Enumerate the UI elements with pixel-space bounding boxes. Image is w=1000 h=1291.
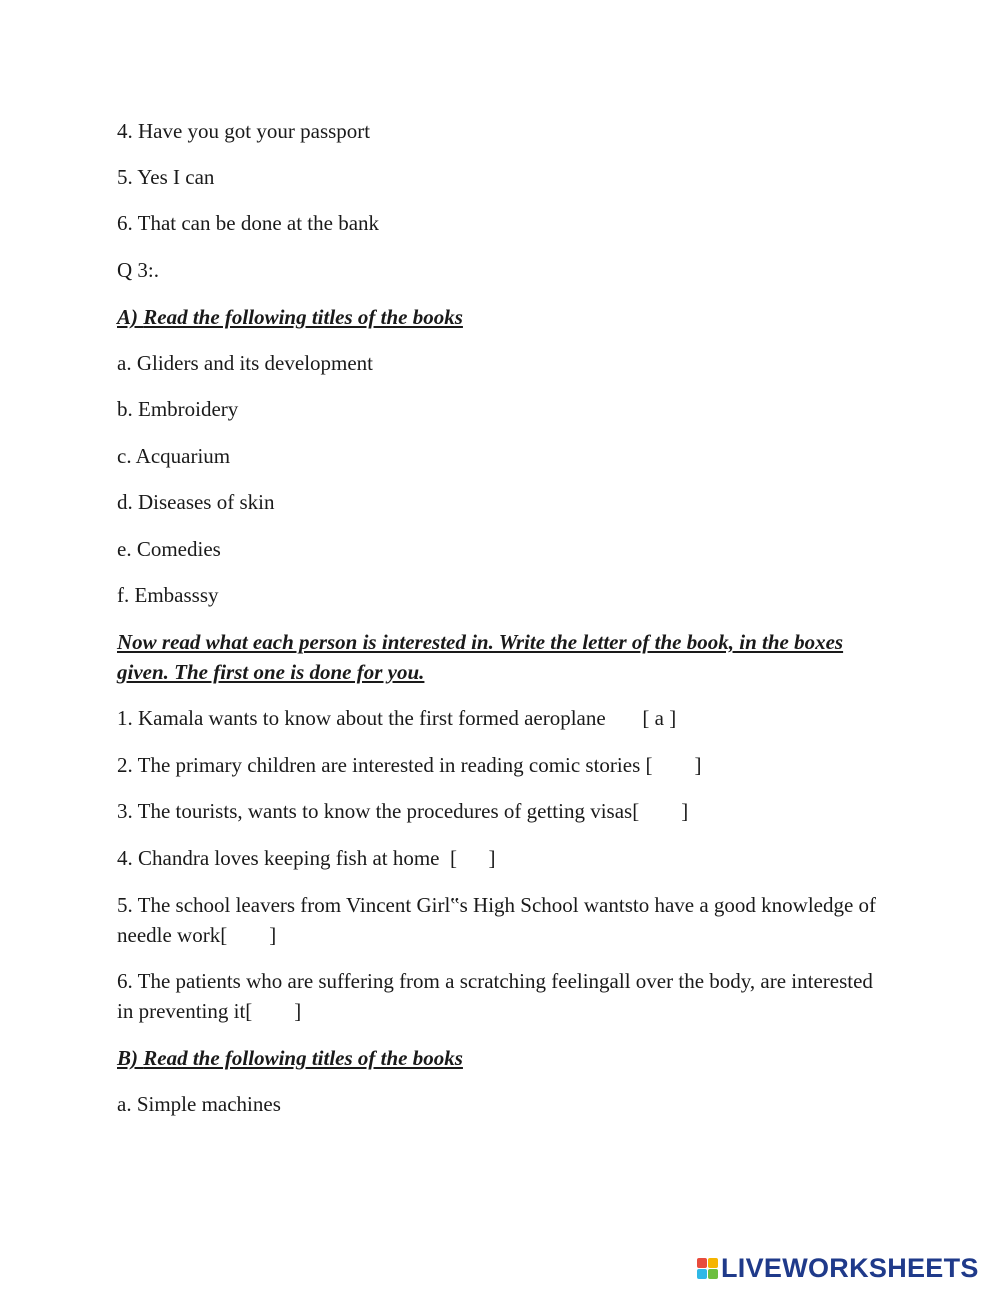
book-item: a. Simple machines: [117, 1092, 281, 1116]
line-bank: 6. That can be done at the bank: [117, 211, 380, 235]
logo-block: [708, 1269, 718, 1279]
line-yes-i-can: 5. Yes I can: [117, 165, 215, 189]
logo-block: [697, 1258, 707, 1268]
section-a-title: Read the following titles of the books: [143, 305, 463, 329]
logo-text: LIVEWORKSHEETS: [721, 1253, 979, 1283]
section-a-heading: [117, 302, 463, 332]
section-b-label: B): [117, 1046, 138, 1070]
book-item: d. Diseases of skin: [117, 490, 275, 514]
question-item: 4. Chandra loves keeping fish at home [ ]: [117, 846, 496, 870]
instruction-heading: Now read what each person is interested in. Write the letter of the book, in the boxes given. The first one is done for you.: [117, 630, 844, 684]
question-item: 5. The school leavers from Vincent Girl‟s High School wantsto have a good knowledge of needle work[ ]: [117, 893, 882, 947]
question-item: 3. The tourists, wants to know the procedures of getting visas[ ]: [117, 799, 689, 823]
question-item: 1. Kamala wants to know about the first formed aeroplane [ a ]: [117, 706, 677, 730]
book-item: e. Comedies: [117, 537, 221, 561]
question-item: 6. The patients who are suffering from a scratching feelingall over the body, are interested in preventing it[ ]: [117, 969, 879, 1023]
book-item: f. Embasssy: [117, 583, 219, 607]
book-item: c. Acquarium: [117, 444, 231, 468]
logo-block: [708, 1258, 718, 1268]
section-b-heading: [117, 1043, 463, 1073]
question-label: Q 3:.: [117, 258, 159, 282]
section-b-title: Read the following titles of the books: [143, 1046, 463, 1070]
liveworksheets-logo: [697, 1253, 979, 1284]
logo-blocks-icon: [697, 1258, 718, 1279]
book-item: a. Gliders and its development: [117, 351, 374, 375]
question-item: 2. The primary children are interested in reading comic stories [ ]: [117, 753, 702, 777]
section-a-label: A): [117, 305, 138, 329]
logo-block: [697, 1269, 707, 1279]
book-item: b. Embroidery: [117, 397, 239, 421]
line-passport: 4. Have you got your passport: [117, 119, 371, 143]
